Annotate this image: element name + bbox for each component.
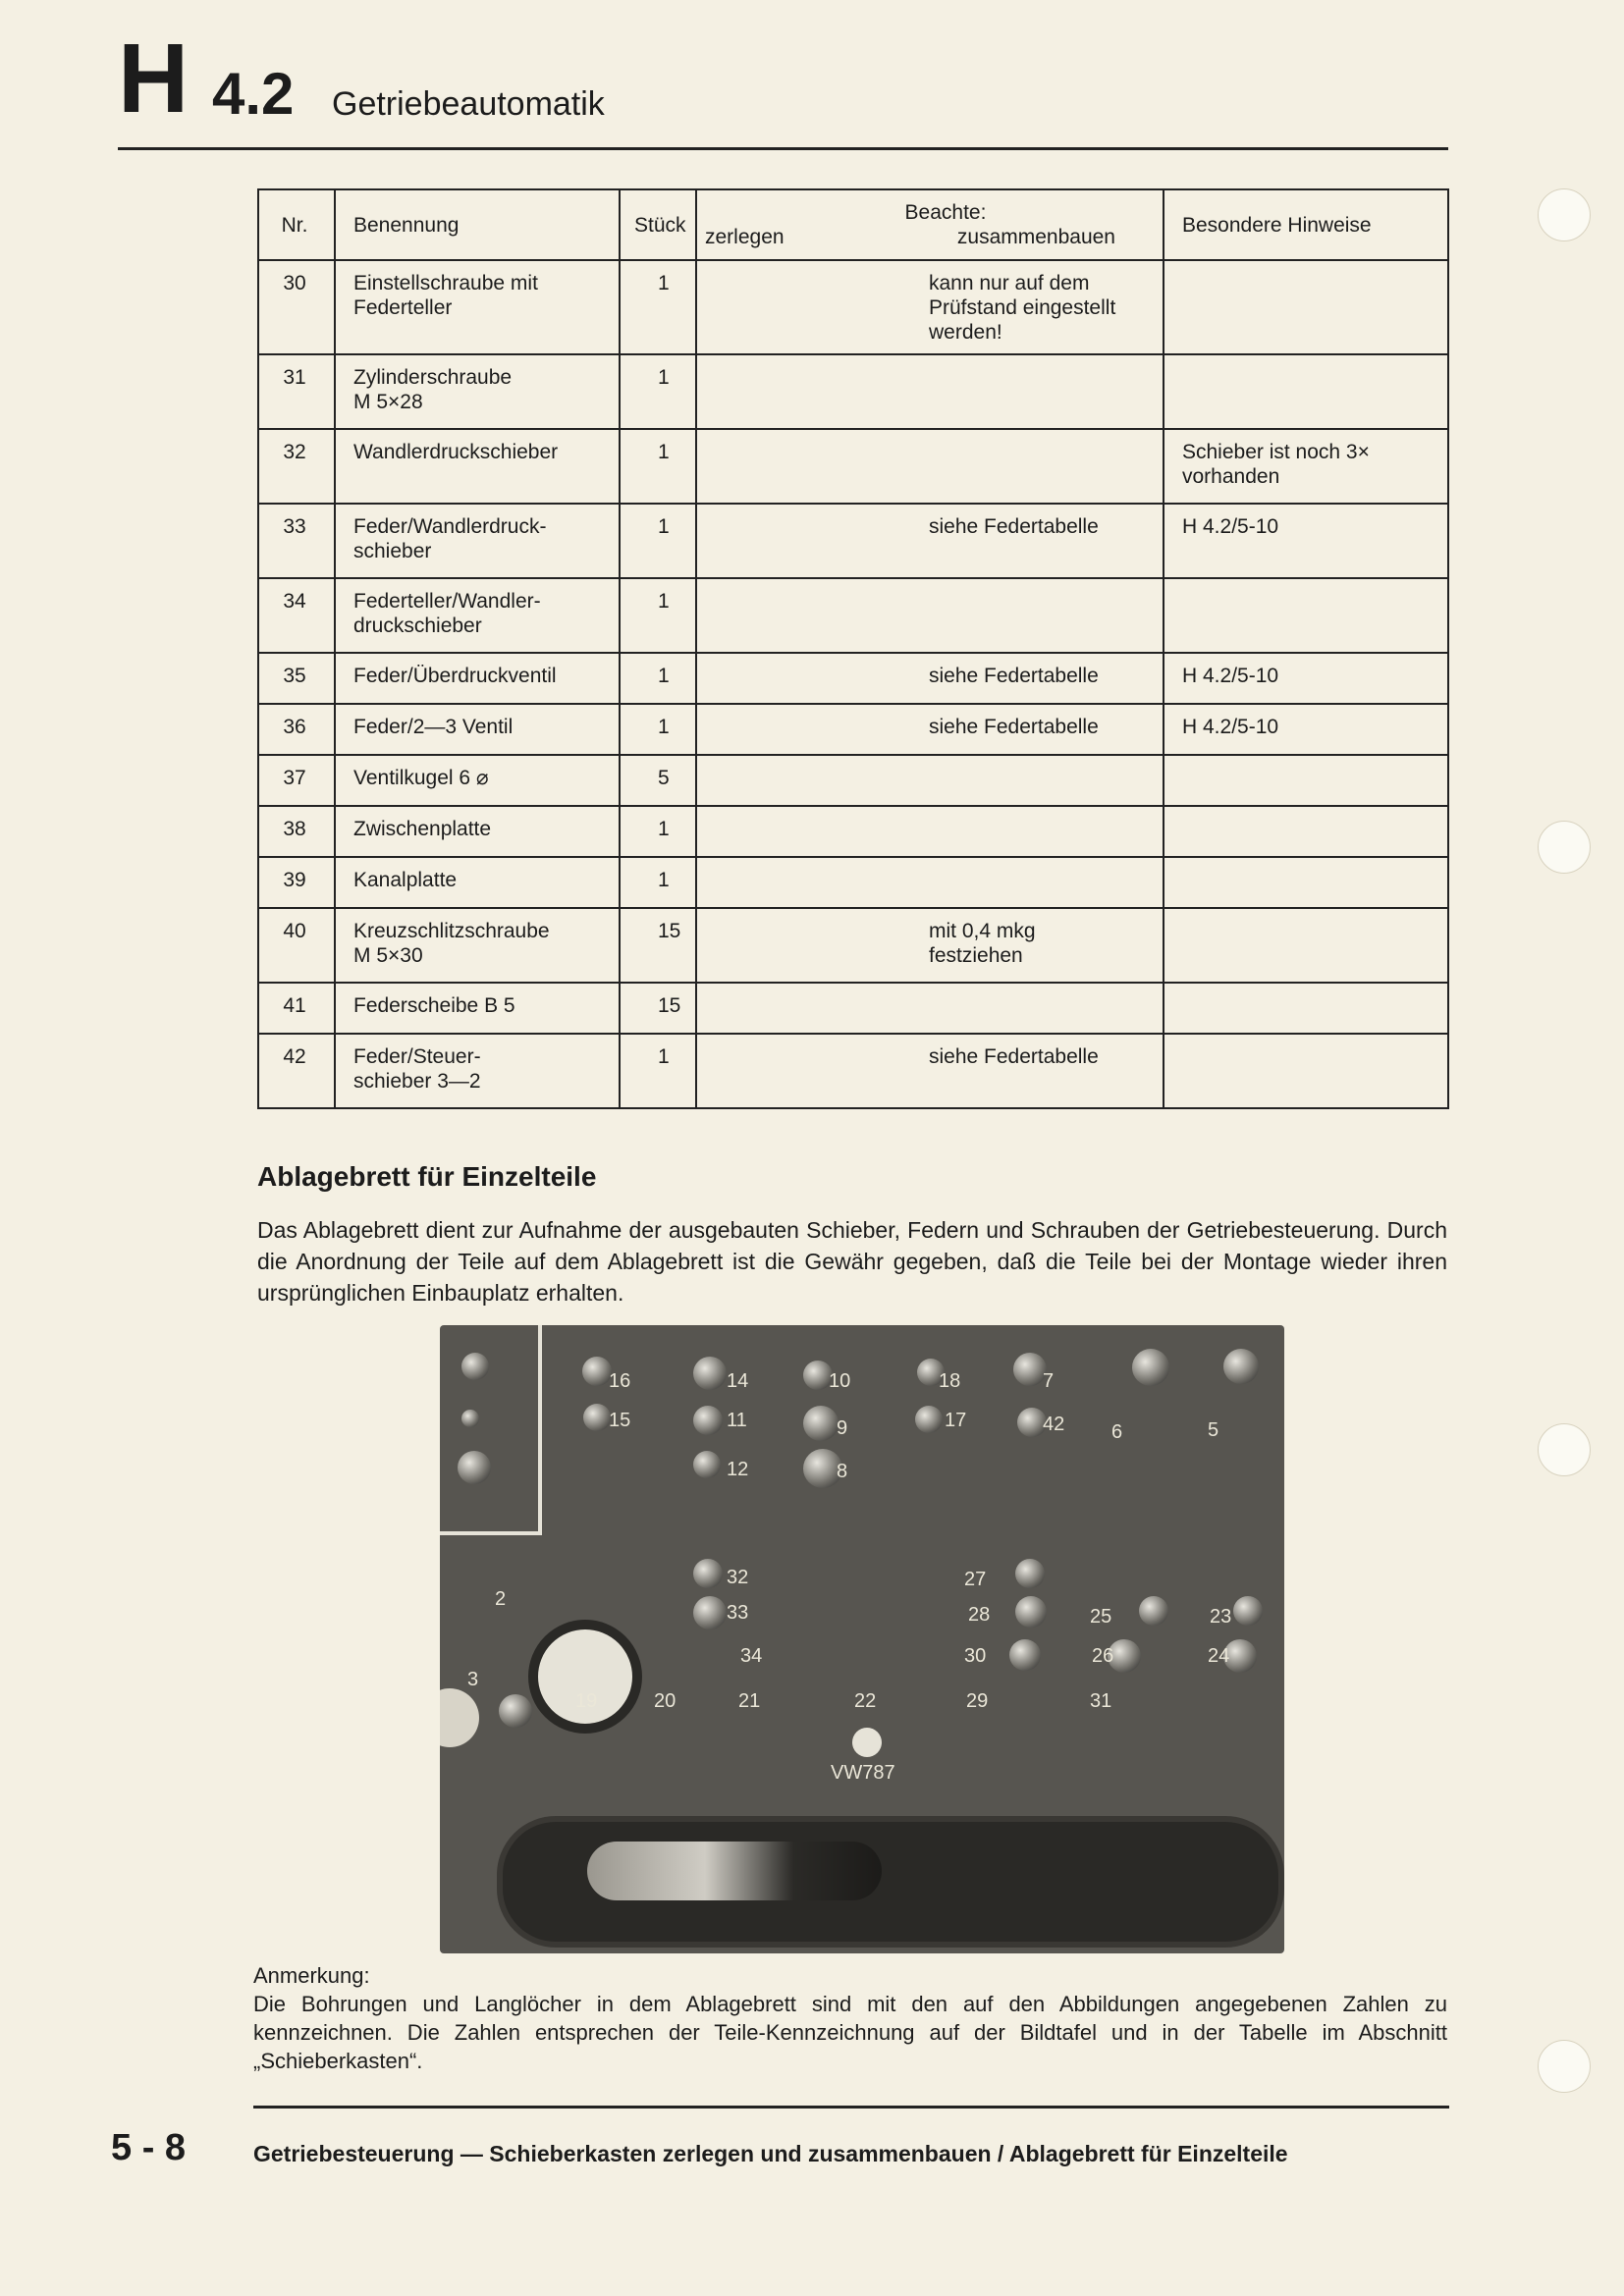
cell-benennung: Federscheibe B 5	[335, 983, 620, 1034]
photo-part	[458, 1451, 491, 1484]
cell-nr: 38	[258, 806, 335, 857]
photo-part-label: 33	[727, 1602, 749, 1624]
photo-part-label: 27	[964, 1569, 987, 1590]
cell-stueck: 1	[620, 504, 696, 578]
photo-part-label: 15	[609, 1410, 631, 1431]
table-row	[258, 354, 1448, 429]
cell-nr: 39	[258, 857, 335, 908]
photo-corner-frame	[440, 1325, 542, 1535]
photo-part-label: 5	[1208, 1419, 1219, 1441]
photo-part-label: 22	[854, 1690, 877, 1712]
subsection-title: Ablagebrett für Einzelteile	[257, 1161, 597, 1192]
photo-part-label: 18	[939, 1370, 961, 1392]
cell-stueck: 5	[620, 755, 696, 806]
table-row	[258, 504, 1448, 578]
cell-hinweis: Schieber ist noch 3× vorhanden	[1164, 429, 1448, 504]
cell-beachte: siehe Federtabelle	[696, 704, 1164, 755]
photo-part-label: 42	[1043, 1414, 1065, 1435]
photo-part-label: 20	[654, 1690, 677, 1712]
photo-part	[693, 1357, 727, 1390]
photo-part-label: 28	[968, 1604, 991, 1626]
header-beachte	[696, 189, 1164, 260]
cell-stueck: 1	[620, 806, 696, 857]
parts-table-body	[258, 260, 1448, 1108]
photo-part-label: 11	[727, 1410, 747, 1431]
cell-hinweis: H 4.2/5-10	[1164, 504, 1448, 578]
cell-nr: 36	[258, 704, 335, 755]
cell-hinweis	[1164, 857, 1448, 908]
footer-rule	[253, 2106, 1449, 2109]
photo-part-label: 9	[837, 1417, 848, 1439]
table-row	[258, 1034, 1448, 1108]
table-row	[258, 857, 1448, 908]
cell-benennung: Einstellschraube mit Federteller	[335, 260, 620, 354]
photo-part-label: 23	[1210, 1606, 1232, 1628]
photo-code: VW787	[831, 1762, 895, 1784]
table-row	[258, 755, 1448, 806]
cell-benennung: Feder/Steuer- schieber 3—2	[335, 1034, 620, 1108]
photo-part-label: 19	[575, 1690, 598, 1712]
photo-part	[915, 1406, 943, 1433]
cell-nr: 33	[258, 504, 335, 578]
cell-stueck: 1	[620, 429, 696, 504]
photo-part-label: 21	[738, 1690, 761, 1712]
photo-part	[693, 1451, 721, 1478]
cell-benennung: Zwischenplatte	[335, 806, 620, 857]
cell-beachte	[696, 806, 1164, 857]
photo-part-label: 24	[1208, 1645, 1230, 1667]
page-number: 5 - 8	[111, 2127, 187, 2168]
section-number: 4.2	[212, 61, 295, 127]
photo-part	[583, 1404, 611, 1431]
cell-nr: 32	[258, 429, 335, 504]
photo-part-label: 29	[966, 1690, 989, 1712]
cell-beachte	[696, 578, 1164, 653]
cell-hinweis	[1164, 1034, 1448, 1108]
parts-table	[257, 188, 1449, 1109]
photo-part	[1015, 1559, 1045, 1588]
photo-part-label: 6	[1111, 1421, 1123, 1443]
photo-part-label: 30	[964, 1645, 987, 1667]
photo-part-label: 10	[829, 1370, 851, 1392]
photo-part	[693, 1596, 727, 1629]
cell-nr: 31	[258, 354, 335, 429]
cell-benennung: Feder/Wandlerdruck- schieber	[335, 504, 620, 578]
cell-beachte	[696, 354, 1164, 429]
section-title: Getriebeautomatik	[332, 85, 605, 123]
photo-part-label: 12	[727, 1459, 749, 1480]
photo-part	[693, 1559, 723, 1588]
cell-stueck: 1	[620, 260, 696, 354]
photo-part	[461, 1353, 489, 1380]
table-row	[258, 806, 1448, 857]
cell-nr: 30	[258, 260, 335, 354]
photo-part-label: 31	[1090, 1690, 1112, 1712]
table-header-row	[258, 189, 1448, 260]
table-row	[258, 260, 1448, 354]
cell-nr: 41	[258, 983, 335, 1034]
cell-hinweis	[1164, 354, 1448, 429]
header-nr: Nr.	[258, 189, 335, 260]
photo-part-label: 3	[467, 1669, 479, 1690]
photo-part	[582, 1357, 612, 1386]
photo-knob-part	[440, 1688, 479, 1747]
photo-disc-part	[528, 1620, 642, 1734]
photo-part	[803, 1406, 839, 1441]
header-hinweise: Besondere Hinweise	[1164, 189, 1448, 260]
cell-hinweis	[1164, 755, 1448, 806]
cell-stueck: 1	[620, 1034, 696, 1108]
cell-hinweis	[1164, 983, 1448, 1034]
cell-benennung: Kanalplatte	[335, 857, 620, 908]
photo-part-label: 2	[495, 1588, 507, 1610]
photo-part	[1015, 1596, 1047, 1628]
table-row	[258, 653, 1448, 704]
photo-part	[499, 1694, 532, 1728]
table-row	[258, 983, 1448, 1034]
table-row	[258, 704, 1448, 755]
page-header	[118, 24, 1453, 149]
photo-part-label: 16	[609, 1370, 631, 1392]
note-text: Die Bohrungen und Langlöcher in dem Ablagebrett sind mit den auf den Abbildungen angegebenen Zahlen zu kennzeichnen. Die Zahlen entsprechen der Teile-Kennzeichnung auf der Bildtafel und in der Tabelle im Abschnitt „Schieberkasten“.	[253, 1992, 1447, 2073]
cell-beachte	[696, 857, 1164, 908]
cell-stueck: 1	[620, 857, 696, 908]
photo-part	[1233, 1596, 1263, 1626]
cell-benennung: Feder/Überdruckventil	[335, 653, 620, 704]
cell-benennung: Feder/2—3 Ventil	[335, 704, 620, 755]
cell-hinweis: H 4.2/5-10	[1164, 653, 1448, 704]
cell-benennung: Ventilkugel 6 ⌀	[335, 755, 620, 806]
cell-beachte	[696, 755, 1164, 806]
punch-hole	[1538, 821, 1591, 874]
photo-part	[1009, 1639, 1041, 1671]
footer-text: Getriebesteuerung — Schieberkasten zerlegen und zusammenbauen / Ablagebrett für Einzelteile	[253, 2141, 1288, 2166]
photo-part-label: 14	[727, 1370, 749, 1392]
cell-nr: 42	[258, 1034, 335, 1108]
header-rule	[118, 147, 1448, 150]
punch-hole	[1538, 188, 1591, 241]
photo-part	[461, 1410, 479, 1427]
cell-beachte: siehe Federtabelle	[696, 504, 1164, 578]
cell-beachte: kann nur auf dem Prüfstand eingestellt werden!	[696, 260, 1164, 354]
punch-hole	[1538, 1423, 1591, 1476]
header-stueck: Stück	[620, 189, 696, 260]
photo-part-label: 8	[837, 1461, 848, 1482]
header-zusammenbauen: zusammenbauen	[956, 226, 1115, 248]
cell-beachte: siehe Federtabelle	[696, 1034, 1164, 1108]
photo-part-label: 17	[945, 1410, 967, 1431]
cell-hinweis	[1164, 578, 1448, 653]
cell-benennung: Federteller/Wandler- druckschieber	[335, 578, 620, 653]
note-heading: Anmerkung:	[253, 1963, 370, 1988]
photo-part-label: 34	[740, 1645, 763, 1667]
photo-marker-dot	[852, 1728, 882, 1757]
note-block	[253, 1961, 1447, 2075]
photo-part-label: 32	[727, 1567, 749, 1588]
cell-nr: 34	[258, 578, 335, 653]
cell-nr: 40	[258, 908, 335, 983]
photo-part-label: 26	[1092, 1645, 1114, 1667]
cell-hinweis	[1164, 260, 1448, 354]
cell-beachte: mit 0,4 mkg festziehen	[696, 908, 1164, 983]
cell-stueck: 1	[620, 578, 696, 653]
cell-stueck: 1	[620, 354, 696, 429]
cell-stueck: 15	[620, 908, 696, 983]
photo-part-label: 7	[1043, 1370, 1055, 1392]
cell-hinweis: H 4.2/5-10	[1164, 704, 1448, 755]
cell-hinweis	[1164, 908, 1448, 983]
cell-hinweis	[1164, 806, 1448, 857]
cell-nr: 35	[258, 653, 335, 704]
header-zerlegen: zerlegen	[705, 226, 785, 248]
parts-board-photo	[440, 1325, 1284, 1953]
cell-stueck: 1	[620, 704, 696, 755]
cell-nr: 37	[258, 755, 335, 806]
photo-part	[1013, 1353, 1047, 1386]
cell-benennung: Kreuzschlitzschraube M 5×30	[335, 908, 620, 983]
header-beachte-label: Beachte:	[904, 201, 987, 224]
section-letter: H	[118, 24, 188, 133]
cell-beachte: siehe Federtabelle	[696, 653, 1164, 704]
header-benennung: Benennung	[335, 189, 620, 260]
cell-stueck: 15	[620, 983, 696, 1034]
subsection-text: Das Ablagebrett dient zur Aufnahme der ausgebauten Schieber, Federn und Schrauben der Getriebesteuerung. Durch die Anordnung der Teile auf dem Ablagebrett ist die Gewähr gegeben, daß die Teile bei der Montage wieder ihren ursprünglichen Einbauplatz erhalten.	[257, 1217, 1447, 1306]
table-row	[258, 578, 1448, 653]
photo-part	[1223, 1349, 1259, 1384]
cell-benennung: Wandlerdruckschieber	[335, 429, 620, 504]
photo-part	[1132, 1349, 1169, 1386]
cell-stueck: 1	[620, 653, 696, 704]
cell-beachte	[696, 983, 1164, 1034]
cell-beachte	[696, 429, 1164, 504]
table-row	[258, 908, 1448, 983]
photo-part	[1139, 1596, 1168, 1626]
punch-hole	[1538, 2040, 1591, 2093]
table-row	[258, 429, 1448, 504]
photo-part	[693, 1406, 723, 1435]
photo-part-label: 25	[1090, 1606, 1112, 1628]
cell-benennung: Zylinderschraube M 5×28	[335, 354, 620, 429]
photo-valve-part	[587, 1842, 882, 1900]
